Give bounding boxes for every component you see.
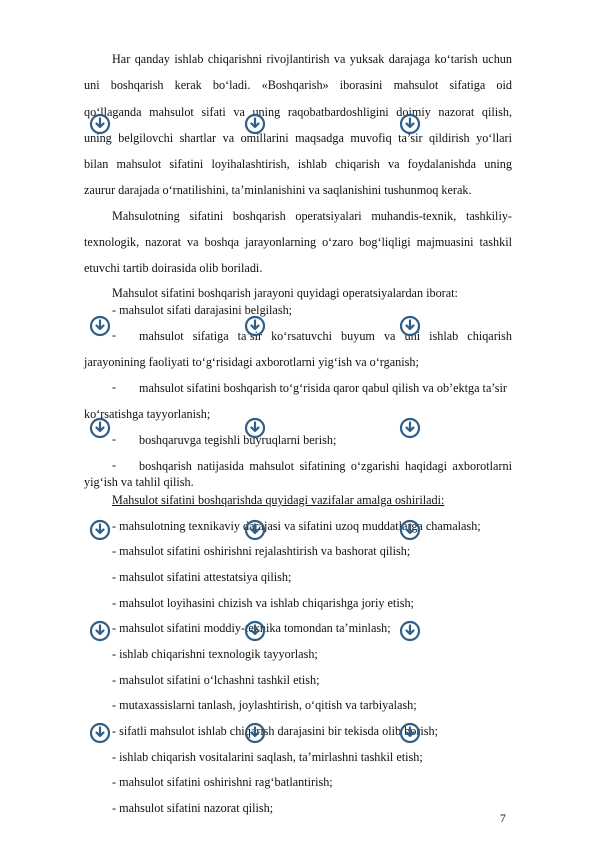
task-item: - mahsulotning texnikaviy darajasi va sifatini uzoq muddatlarga chamalash; bbox=[112, 519, 481, 533]
task-item: - mahsulot sifatini attestatsiya qilish; bbox=[112, 570, 292, 584]
download-arrow-icon bbox=[244, 620, 266, 642]
paragraph-line: qo‘llaganda mahsulot sifati va uning raqobatbardoshligini doimiy nazorat qilish, bbox=[84, 105, 512, 119]
task-item: - mutaxassislarni tanlash, joylashtirish, o‘qitish va tarbiyalash; bbox=[112, 698, 417, 712]
operation-item-cont: yig‘ish va tahlil qilish. bbox=[84, 475, 194, 489]
download-arrow-icon bbox=[399, 620, 421, 642]
download-arrow-icon bbox=[399, 315, 421, 337]
download-arrow-icon bbox=[89, 417, 111, 439]
paragraph-line: uning belgilovchi shartlar va omillarini maqsadga muvofiq ta’sir qildirish yo‘llari bbox=[84, 131, 512, 145]
download-arrow-icon bbox=[89, 519, 111, 541]
download-arrow-icon bbox=[89, 315, 111, 337]
paragraph-line: Har qanday ishlab chiqarishni rivojlantirish va yuksak darajaga ko‘tarish uchun bbox=[112, 52, 512, 66]
operation-item-cont: ko‘rsatishga tayyorlanish; bbox=[84, 407, 211, 421]
page-number: 7 bbox=[500, 813, 506, 825]
download-arrow-icon bbox=[399, 722, 421, 744]
list-dash: - bbox=[112, 328, 117, 342]
paragraph-line: uni boshqarish kerak bo‘ladi. «Boshqarish» iborasini mahsulot sifatiga oid bbox=[84, 78, 512, 92]
download-arrow-icon bbox=[89, 722, 111, 744]
task-item: - mahsulot sifatini moddiy-texnika tomondan ta’minlash; bbox=[112, 621, 391, 635]
task-item: - ishlab chiqarish vositalarini saqlash, ta’mirlashni tashkil etish; bbox=[112, 750, 423, 764]
download-arrow-icon bbox=[399, 519, 421, 541]
task-item: - mahsulot sifatini o‘lchashni tashkil etish; bbox=[112, 673, 320, 687]
paragraph-line: zaurur darajada o‘rnatilishini, ta’minlanishini va saqlanishini tushunmoq kerak. bbox=[84, 183, 472, 197]
paragraph-line: etuvchi tartib doirasida olib boriladi. bbox=[84, 261, 263, 275]
task-item: - mahsulot loyihasini chizish va ishlab chiqarishga joriy etish; bbox=[112, 596, 414, 610]
download-arrow-icon bbox=[244, 519, 266, 541]
list-dash: - bbox=[112, 432, 117, 446]
task-item: - mahsulot sifatini nazorat qilish; bbox=[112, 801, 274, 815]
operation-item: boshqarish natijasida mahsulot sifatining o‘zgarishi haqidagi axborotlarni bbox=[139, 459, 512, 473]
task-item: - sifatli mahsulot ishlab chiqarish darajasini bir tekisda olib borish; bbox=[112, 724, 438, 738]
paragraph-line: texnologik, nazorat va boshqa jarayonlarning o‘zaro bog‘liqligi majmuasini tashkil bbox=[84, 235, 512, 249]
download-arrow-icon bbox=[399, 417, 421, 439]
paragraph-line: Mahsulotning sifatini boshqarish operatsiyalari muhandis-texnik, tashkiliy- bbox=[112, 209, 512, 223]
paragraph-line: bilan mahsulot sifatini loyihalashtirish, ishlab chiqarish va foydalanishda uning bbox=[84, 157, 512, 171]
download-arrow-icon bbox=[89, 113, 111, 135]
task-item: - mahsulot sifatini oshirishni rag‘batlantirish; bbox=[112, 775, 333, 789]
download-arrow-icon bbox=[244, 417, 266, 439]
download-arrow-icon bbox=[399, 113, 421, 135]
operation-item: boshqaruvga tegishli buyruqlarni berish; bbox=[139, 433, 337, 447]
tasks-intro: Mahsulot sifatini boshqarishda quyidagi vazifalar amalga oshiriladi: bbox=[112, 493, 445, 507]
download-arrow-icon bbox=[89, 620, 111, 642]
task-item: - ishlab chiqarishni texnologik tayyorlash; bbox=[112, 647, 318, 661]
download-arrow-icon bbox=[244, 722, 266, 744]
operation-item: mahsulot sifatiga ta’sir ko‘rsatuvchi buyum va uni ishlab chiqarish bbox=[139, 329, 512, 343]
operation-item: - mahsulot sifati darajasini belgilash; bbox=[112, 303, 293, 317]
download-arrow-icon bbox=[244, 113, 266, 135]
operations-intro: Mahsulot sifatini boshqarish jarayoni quyidagi operatsiyalardan iborat: bbox=[112, 286, 458, 300]
operation-item-cont: jarayonining faoliyati to‘g‘risidagi axborotlarni yig‘ish va o‘rganish; bbox=[84, 355, 419, 369]
download-arrow-icon bbox=[244, 315, 266, 337]
task-item: - mahsulot sifatini oshirishni rejalashtirish va bashorat qilish; bbox=[112, 544, 411, 558]
operation-item: mahsulot sifatini boshqarish to‘g‘risida qaror qabul qilish va ob’ektga ta’sir bbox=[139, 381, 507, 395]
list-dash: - bbox=[112, 380, 117, 394]
list-dash: - bbox=[112, 458, 117, 472]
